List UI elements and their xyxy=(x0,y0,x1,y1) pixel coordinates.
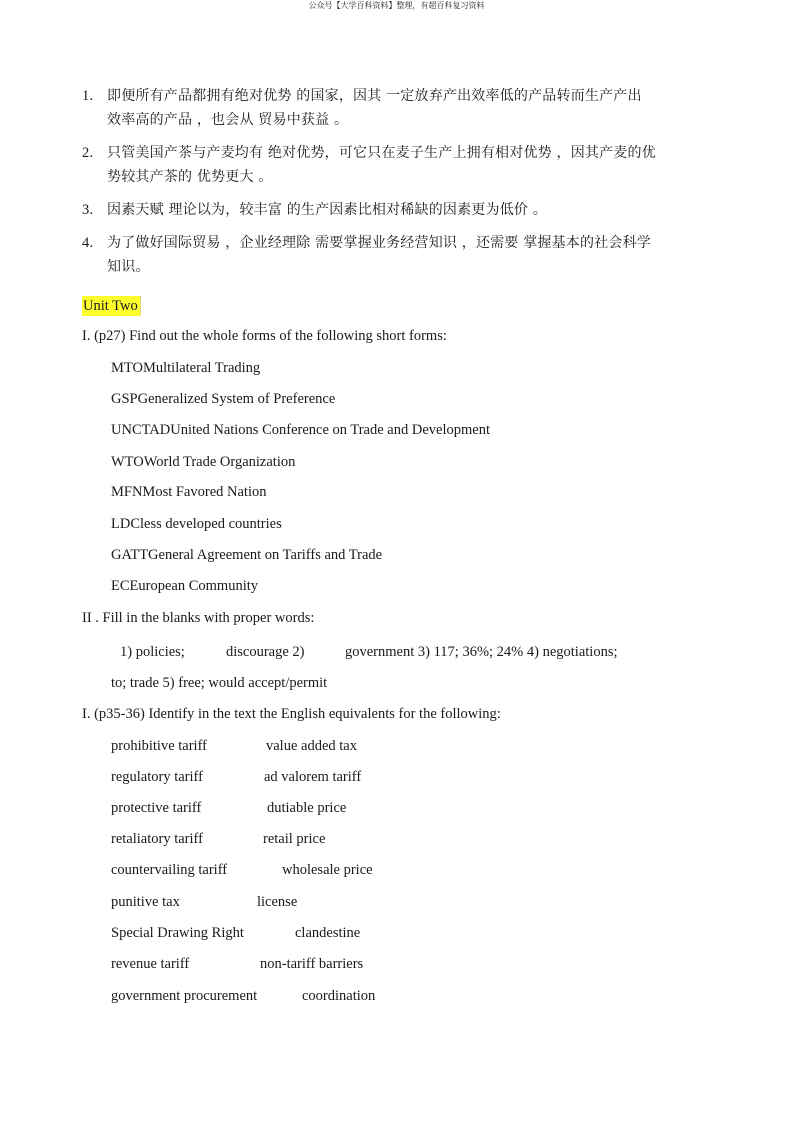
equivalent-term: coordination xyxy=(302,988,376,1004)
equivalent-term: prohibitive tariff xyxy=(111,738,207,754)
equivalent-term: countervailing tariff xyxy=(111,862,228,878)
equivalent-term: revenue tariff xyxy=(111,956,190,972)
equivalent-row xyxy=(111,737,511,755)
equivalent-term: clandestine xyxy=(295,925,361,941)
item-text-line: 为了做好国际贸易 ，企业经理除 需要掌握业务经营知识 ，还需要 掌握基本的社会科学 xyxy=(107,235,651,251)
equivalent-row xyxy=(111,861,511,879)
equivalent-term: regulatory tariff xyxy=(111,769,203,785)
section-heading-fill-blanks: II . Fill in the blanks with proper words: xyxy=(82,610,315,626)
equivalent-term: punitive tax xyxy=(111,894,180,910)
item-text-line: 即便所有产品都拥有绝对优势 的国家，因其 一定放弃产出效率低的产品转而生产产出 xyxy=(107,88,642,104)
equivalent-term: value added tax xyxy=(266,738,357,754)
equivalent-term: retail price xyxy=(263,831,326,847)
equivalent-term: government procurement xyxy=(111,988,258,1004)
equivalent-row xyxy=(111,955,511,973)
item-number: 2. xyxy=(82,145,94,161)
short-form-item: MTOMultilateral Trading xyxy=(111,360,261,376)
short-form-item: MFNMost Favored Nation xyxy=(111,484,267,500)
short-form-item: WTOWorld Trade Organization xyxy=(111,454,296,470)
equivalent-term: non-tariff barriers xyxy=(260,956,364,972)
chinese-item xyxy=(82,231,702,279)
item-number: 4. xyxy=(82,235,94,251)
item-text-line: 效率高的产品 ，也会从 贸易中获益 。 xyxy=(107,112,349,128)
equivalent-term: retaliatory tariff xyxy=(111,831,203,847)
short-form-item: ECEuropean Community xyxy=(111,578,258,594)
item-number: 1. xyxy=(82,88,94,104)
item-text-line: 势较其产茶的 优势更大 。 xyxy=(107,169,273,185)
item-number: 3. xyxy=(82,202,94,218)
unit-title: Unit Two xyxy=(82,296,141,316)
equivalent-term: license xyxy=(257,894,298,910)
equivalent-term: ad valorem tariff xyxy=(264,769,362,785)
short-form-item: UNCTADUnited Nations Conference on Trade and Development xyxy=(111,422,490,438)
chinese-item xyxy=(82,84,702,132)
item-text-line: 只管美国产茶与产麦均有 绝对优势，可它只在麦子生产上拥有相对优势 ，因其产麦的优 xyxy=(107,145,656,161)
fill-answer-part: 1) policies; xyxy=(120,644,185,660)
equivalent-row xyxy=(111,987,511,1005)
page-header-note: 公众号【大学百科资料】整理，有超百科复习资料 xyxy=(308,1,485,10)
chinese-item xyxy=(82,198,702,222)
section-heading-short-forms: I. (p27) Find out the whole forms of the following short forms: xyxy=(82,328,447,344)
short-form-item: GSPGeneralized System of Preference xyxy=(111,391,336,407)
fill-answer-part: government 3) 117; 36%; 24% 4) negotiations; xyxy=(345,644,618,660)
item-text-line: 因素天赋 理论以为，较丰富 的生产因素比相对稀缺的因素更为低价 。 xyxy=(107,202,547,218)
equivalent-row xyxy=(111,830,511,848)
equivalent-term: protective tariff xyxy=(111,800,202,816)
equivalent-row xyxy=(111,893,511,911)
equivalent-row xyxy=(111,799,511,817)
short-form-item: LDCless developed countries xyxy=(111,516,282,532)
chinese-item xyxy=(82,141,702,189)
equivalent-row xyxy=(111,768,511,786)
equivalent-term: wholesale price xyxy=(282,862,373,878)
chinese-exercise-list xyxy=(82,84,702,279)
equivalent-term: Special Drawing Right xyxy=(111,925,244,941)
fill-answer-part: discourage 2) xyxy=(226,644,305,660)
equivalent-row xyxy=(111,924,511,942)
fill-answer-line: to; trade 5) free; would accept/permit xyxy=(111,675,328,691)
section-heading-equivalents: I. (p35-36) Identify in the text the English equivalents for the following: xyxy=(82,706,501,722)
equivalent-term: dutiable price xyxy=(267,800,347,816)
item-text-line: 知识。 xyxy=(107,259,150,275)
short-form-item: GATTGeneral Agreement on Tariffs and Trade xyxy=(111,547,383,563)
